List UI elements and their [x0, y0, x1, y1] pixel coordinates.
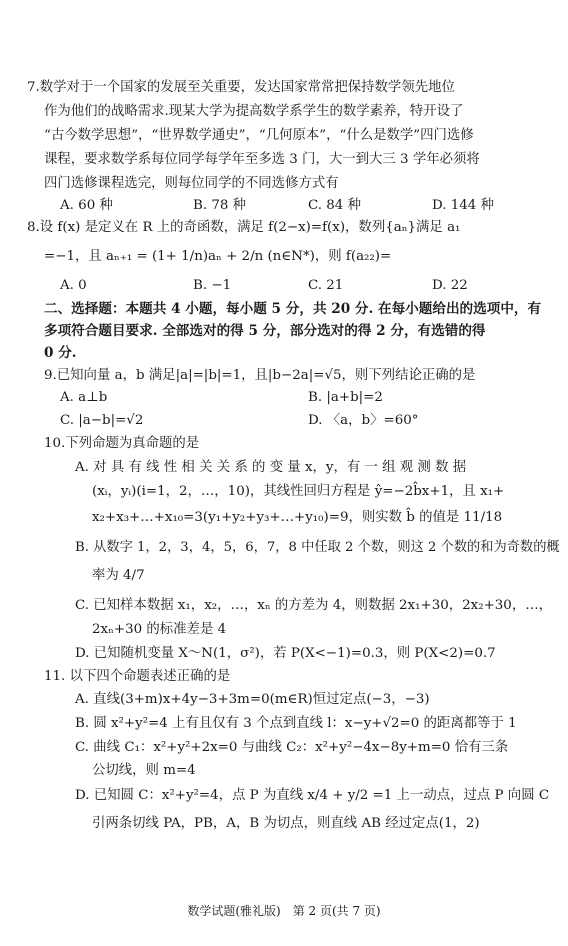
q9-option-d: D. 〈a，b〉=60°: [308, 413, 419, 428]
q8-option-b: B. −1: [193, 278, 232, 293]
q10-option-a-line-2: (xᵢ，yᵢ)(i=1，2，…，10)，其线性回归方程是 ŷ=−2b̂x+1，且 x₁+: [92, 484, 505, 499]
q10-option-b-line-2: 率为 4/7: [92, 568, 145, 583]
q7-line-3: “古今数学思想”，“世界数学通史”，“几何原本”，“什么是数学”四门选修: [44, 128, 474, 143]
q10-option-a-line-3: x₂+x₃+…+x₁₀=3(y₁+y₂+y₃+…+y₁₀)=9，则实数 b̂ 的值是 11/18: [92, 510, 503, 525]
q8-options: [0, 276, 568, 296]
q11-option-c-line-2: 公切线，则 m=4: [92, 763, 196, 778]
q11-option-d-line-1: D. 已知圆 C：x²+y²=4，点 P 为直线 x/4 + y/2 =1 上一动点，过点 P 向圆 C: [75, 788, 550, 803]
q8-line-1: 8.设 f(x) 是定义在 R 上的奇函数，满足 f(2−x)=f(x)，数列{aₙ}满足 a₁: [27, 220, 461, 235]
section-2-line-1: 二、选择题：本题共 4 小题，每小题 5 分，共 20 分. 在每小题给出的选项中，有: [44, 301, 542, 317]
q7-line-2: 作为他们的战略需求.现某大学为提高数学系学生的数学素养，特开设了: [44, 104, 464, 119]
q10-option-c-line-1: C. 已知样本数据 x₁，x₂，…，xₙ 的方差为 4，则数据 2x₁+30，2x₂+30，…，: [75, 598, 553, 613]
section-2-line-2: 多项符合题目要求. 全部选对的得 5 分，部分选对的得 2 分，有选错的得: [44, 323, 486, 339]
q7-options: [0, 196, 568, 216]
q8-option-c: C. 21: [308, 278, 344, 293]
q11-option-b: B. 圆 x²+y²=4 上有且仅有 3 个点到直线 l：x−y+√2=0 的距离都等于 1: [75, 716, 517, 731]
q9-option-a: A. a⊥b: [60, 390, 108, 405]
q9-options-row-1: [0, 388, 568, 408]
q11-option-c-line-1: C. 曲线 C₁：x²+y²+2x=0 与曲线 C₂：x²+y²−4x−8y+m=0 恰有三条: [75, 740, 509, 755]
q7-line-5: 四门选修课程选完，则每位同学的不同选修方式有: [44, 176, 339, 191]
q9-option-c: C. |a−b|=√2: [60, 413, 144, 428]
q11-stem: 11. 以下四个命题表述正确的是: [44, 669, 231, 684]
q7-option-b: B. 78 种: [193, 198, 247, 213]
q9-stem: 9.已知向量 a，b 满足|a|=|b|=1，且|b−2a|=√5，则下列结论正确的是: [44, 368, 476, 383]
q8-option-d: D. 22: [432, 278, 468, 293]
q7-line-1: 7.数学对于一个国家的发展至关重要，发达国家常常把保持数学领先地位: [27, 80, 455, 95]
q11-option-d-line-2: 引两条切线 PA，PB，A，B 为切点，则直线 AB 经过定点(1，2): [92, 816, 480, 831]
q7-line-4: 课程，要求数学系每位同学每学年至多选 3 门，大一到大三 3 学年必须将: [44, 152, 480, 167]
q7-option-c: C. 84 种: [308, 198, 361, 213]
q10-option-d: D. 已知随机变量 X～N(1，σ²)，若 P(X<−1)=0.3，则 P(X<2)=0.7: [75, 646, 496, 661]
q7-option-a: A. 60 种: [60, 198, 113, 213]
q7-option-d: D. 144 种: [432, 198, 494, 213]
q10-stem: 10.下列命题为真命题的是: [44, 436, 200, 451]
q10-option-c-line-2: 2xₙ+30 的标准差是 4: [92, 622, 227, 637]
q9-options-row-2: [0, 411, 568, 431]
q8-line-2: =−1，且 aₙ₊₁ = (1+ 1/n)aₙ + 2/n (n∈N*)，则 f(a₂₂)=: [44, 249, 392, 264]
q8-option-a: A. 0: [60, 278, 87, 293]
q11-option-a: A. 直线(3+m)x+4y−3+3m=0(m∈R)恒过定点(−3，−3): [75, 692, 430, 707]
section-2-line-3: 0 分.: [44, 345, 77, 361]
q9-option-b: B. |a+b|=2: [308, 390, 383, 405]
q10-option-a-line-1: A. 对 具 有 线 性 相 关 关 系 的 变 量 x，y，有 一 组 观 测 数 据: [75, 460, 467, 475]
q10-option-b-line-1: B. 从数字 1，2，3，4，5，6，7，8 中任取 2 个数，则这 2 个数的和为奇数的概: [75, 540, 560, 555]
page-footer: 数学试题(雅礼版) 第 2 页(共 7 页): [187, 904, 381, 918]
